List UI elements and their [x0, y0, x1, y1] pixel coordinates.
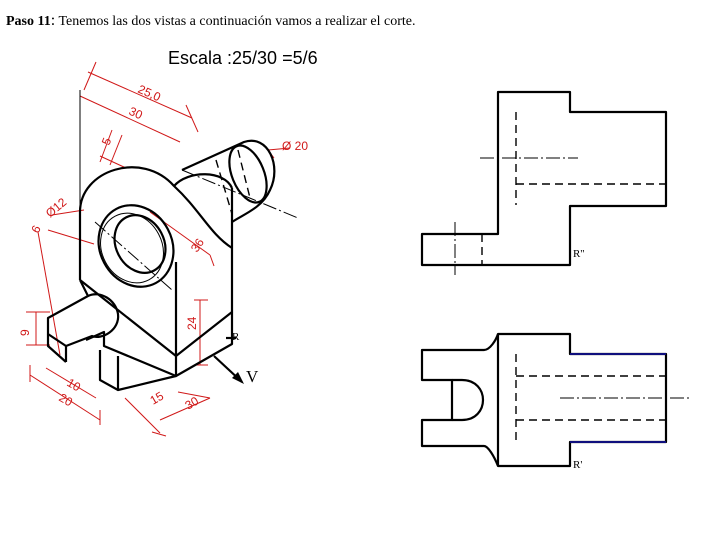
elevation-outline: [422, 92, 666, 265]
dim-6-label: 6: [28, 222, 44, 236]
plan-slot-arc: [452, 380, 483, 420]
point-r-label: R: [232, 331, 240, 343]
dim-30-top-label: 30: [126, 103, 145, 123]
dim-20-base-label: 20: [56, 390, 76, 410]
scale-label: Escala :25/30 =5/6: [168, 48, 318, 68]
elevation-view-label: R'': [573, 248, 585, 260]
elevation-view: [422, 92, 666, 275]
step-instruction: Tenemos las dos vistas a continuación vamos a realizar el corte.: [58, 14, 416, 29]
isometric-view: [18, 62, 308, 436]
dim-20-circle-label: Ø 20: [282, 139, 309, 153]
view-v-label: V: [246, 367, 259, 386]
dim-30-base-label: 30: [182, 393, 202, 413]
dim-10-label: 10: [64, 375, 84, 395]
dim-5-label: 5: [98, 135, 115, 148]
dim-9-label: 9: [18, 329, 32, 336]
dim-24-label: 24: [185, 316, 199, 330]
dim-15-label: 15: [147, 388, 167, 408]
step-number: Paso 11: [6, 14, 51, 29]
boss-axis-line: [182, 170, 298, 218]
dim-36-label: 36: [187, 235, 207, 255]
dim-25-label: 25,0: [135, 81, 163, 105]
dim-12-circle-label: Ø12: [42, 194, 70, 221]
isometric-part-outline: [48, 140, 274, 390]
plan-view-label: R': [573, 459, 583, 471]
step-separator: :: [50, 12, 56, 29]
plan-view: [422, 334, 692, 471]
